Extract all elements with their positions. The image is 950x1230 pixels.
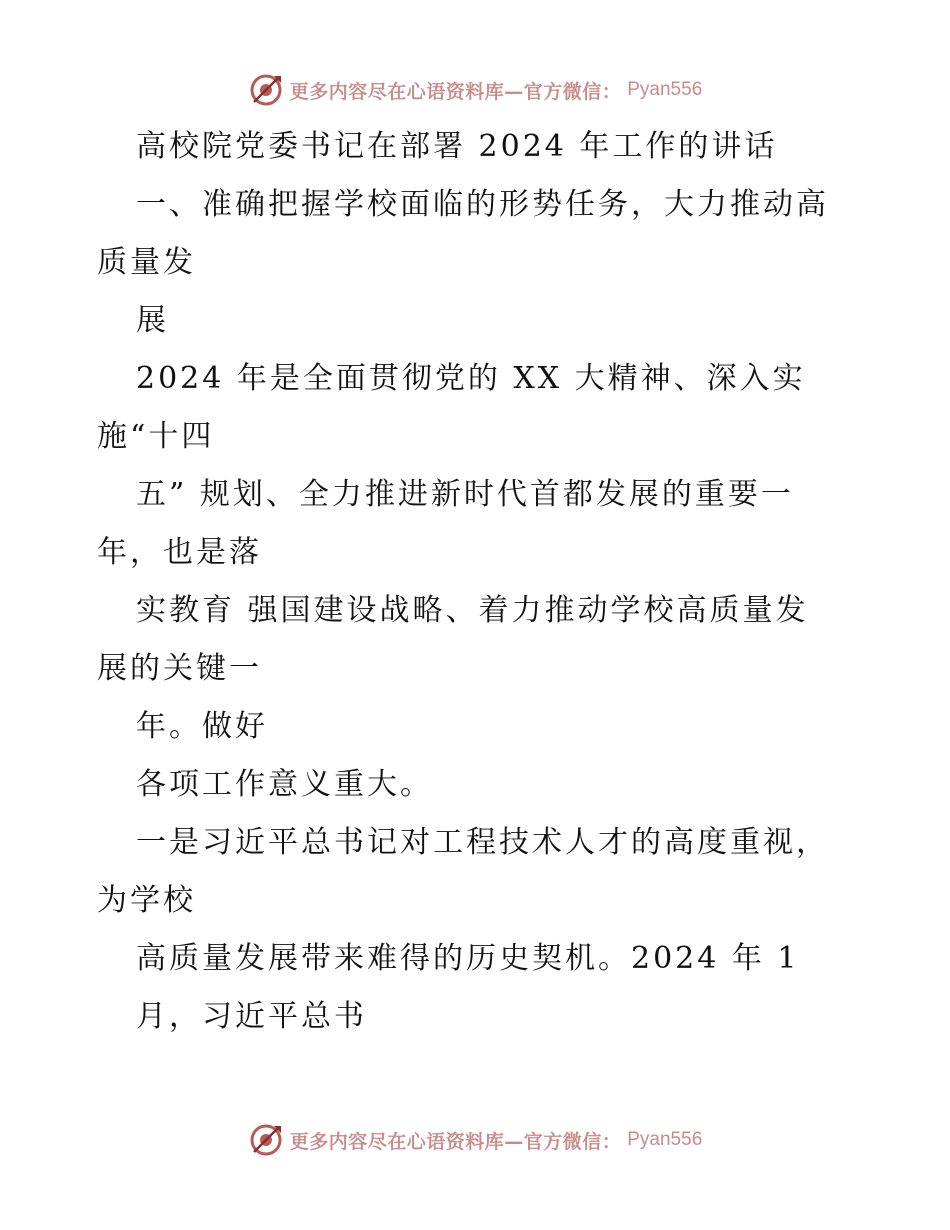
text-line: 实教育 强国建设战略、着力推动学校高质量发 xyxy=(136,593,809,628)
text-line: 展 xyxy=(136,303,169,338)
text-line: 一是习近平总书记对工程技术人才的高度重视， xyxy=(136,825,829,860)
watermark-footer xyxy=(0,1120,950,1160)
text-line: 施“十四 xyxy=(97,419,215,454)
text-line: 一、准确把握学校面临的形势任务，大力推动高 xyxy=(136,187,829,222)
text-line: 各项工作意义重大。 xyxy=(136,767,433,802)
watermark-header xyxy=(0,70,950,110)
quill-logo-icon xyxy=(248,72,284,108)
text-line: 年，也是落 xyxy=(97,535,262,570)
text-line: 高质量发展带来难得的历史契机。2024 年 1 xyxy=(136,941,800,976)
watermark-text: 更多内容尽在心语资料库—官方微信： xyxy=(289,1130,622,1153)
text-line: 质量发 xyxy=(97,245,196,280)
quill-logo-icon xyxy=(248,1122,284,1158)
watermark-text: 更多内容尽在心语资料库—官方微信： xyxy=(289,80,622,103)
text-line: 2024 年是全面贯彻党的 XX 大精神、深入实 xyxy=(136,361,806,396)
text-line: 年。做好 xyxy=(136,709,268,744)
text-line: 展的关键一 xyxy=(97,651,262,686)
text-line: 月，习近平总书 xyxy=(136,999,367,1034)
watermark-handle: Pyan556 xyxy=(627,1129,703,1150)
watermark-handle: Pyan556 xyxy=(627,79,703,100)
text-line: 为学校 xyxy=(97,883,196,918)
document-title: 高校院党委书记在部署 2024 年工作的讲话 xyxy=(136,129,778,164)
text-line: 五” 规划、全力推进新时代首都发展的重要一 xyxy=(136,477,794,512)
